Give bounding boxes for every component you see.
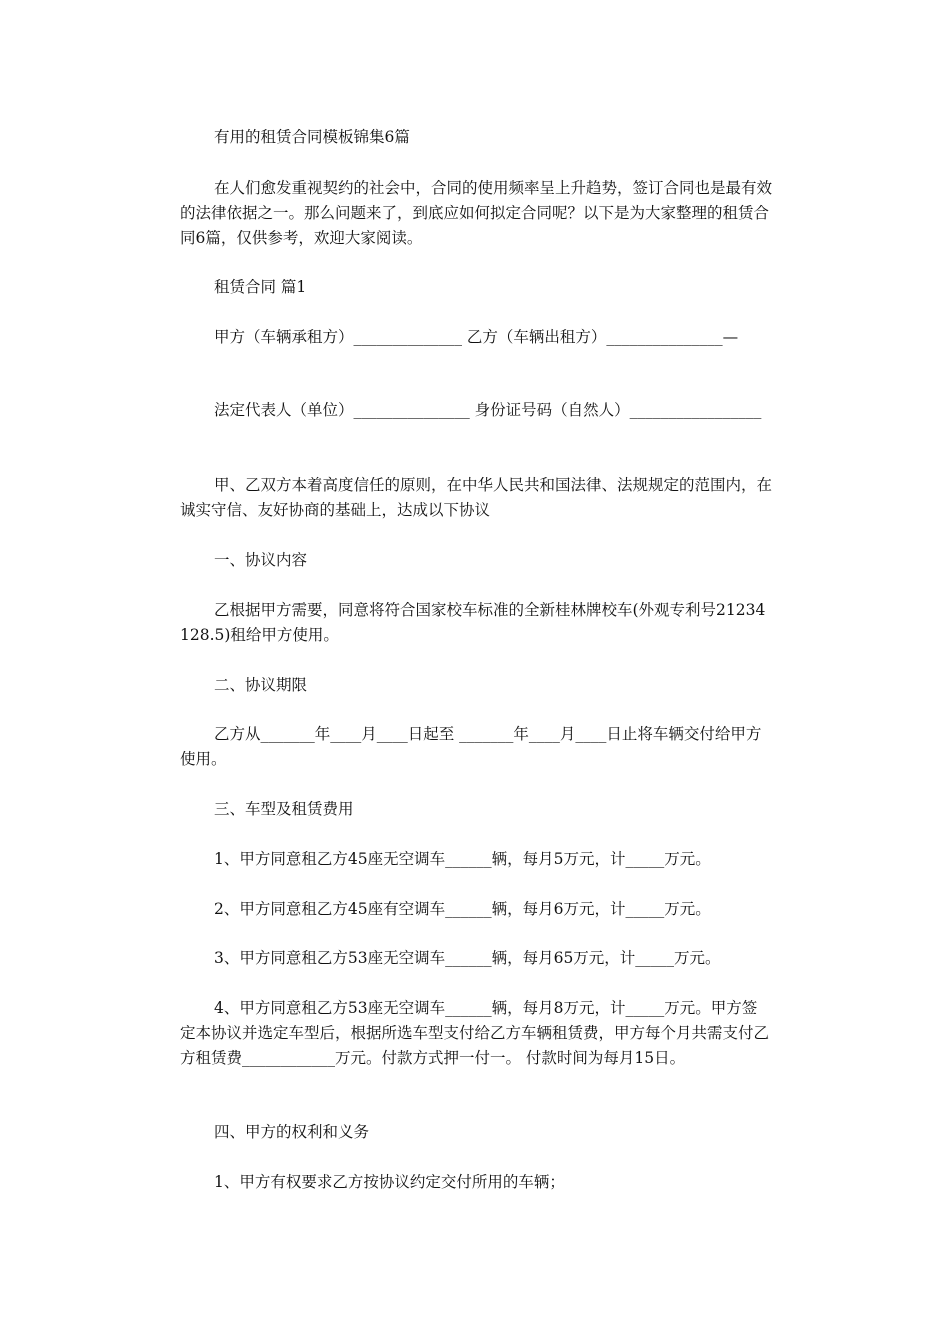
clause-heading-term: 二、协议期限	[214, 676, 308, 694]
fee-item-1: 1、甲方同意租乙方45座无空调车______辆，每月5万元，计_____万元。	[214, 850, 711, 868]
fee-item-2: 2、甲方同意租乙方45座有空调车______辆，每月6万元，计_____万元。	[214, 900, 711, 918]
agreement-preamble: 甲、乙双方本着高度信任的原则，在中华人民共和国法律、法规规定的范围内，在诚实守信、友好协商的基础上，达成以下协议	[180, 476, 773, 519]
clause-heading-vehicle-fees: 三、车型及租赁费用	[214, 800, 354, 818]
section-heading-part-1: 租赁合同 篇1	[214, 278, 307, 296]
clause-heading-party-a-rights: 四、甲方的权利和义务	[214, 1123, 370, 1141]
clause-content-paragraph: 乙根据甲方需要，同意将符合国家校车标准的全新桂林牌校车(外观专利号21234128.5)租给甲方使用。	[180, 601, 766, 644]
fee-item-3: 3、甲方同意租乙方53座无空调车______辆，每月65万元，计_____万元。	[214, 949, 721, 967]
clause-term-paragraph: 乙方从_______年____月____日起至 _______年____月____日止将车辆交付给甲方使用。	[180, 725, 762, 768]
party-line-representative-id: 法定代表人（单位）_______________ 身份证号码（自然人）_________________	[214, 401, 762, 419]
intro-paragraph: 在人们愈发重视契约的社会中，合同的使用频率呈上升趋势，签订合同也是最有效的法律依据之一。那么问题来了，到底应如何拟定合同呢？以下是为大家整理的租赁合同6篇，仅供参考，欢迎大家阅读。	[180, 179, 773, 247]
fee-item-4: 4、甲方同意租乙方53座无空调车______辆，每月8万元，计_____万元。甲方签定本协议并选定车型后，根据所选车型支付给乙方车辆租赁费，甲方每个月共需支付乙方租赁费____________万元。付款方式押一付一。 付款时间为每月15日。	[180, 999, 770, 1067]
clause-heading-content: 一、协议内容	[214, 551, 308, 569]
document-title: 有用的租赁合同模板锦集6篇	[214, 128, 410, 146]
party-line-lessee-lessor: 甲方（车辆承租方）______________ 乙方（车辆出租方）_______________—	[214, 328, 739, 346]
rights-item-1: 1、甲方有权要求乙方按协议约定交付所用的车辆；	[214, 1173, 565, 1191]
